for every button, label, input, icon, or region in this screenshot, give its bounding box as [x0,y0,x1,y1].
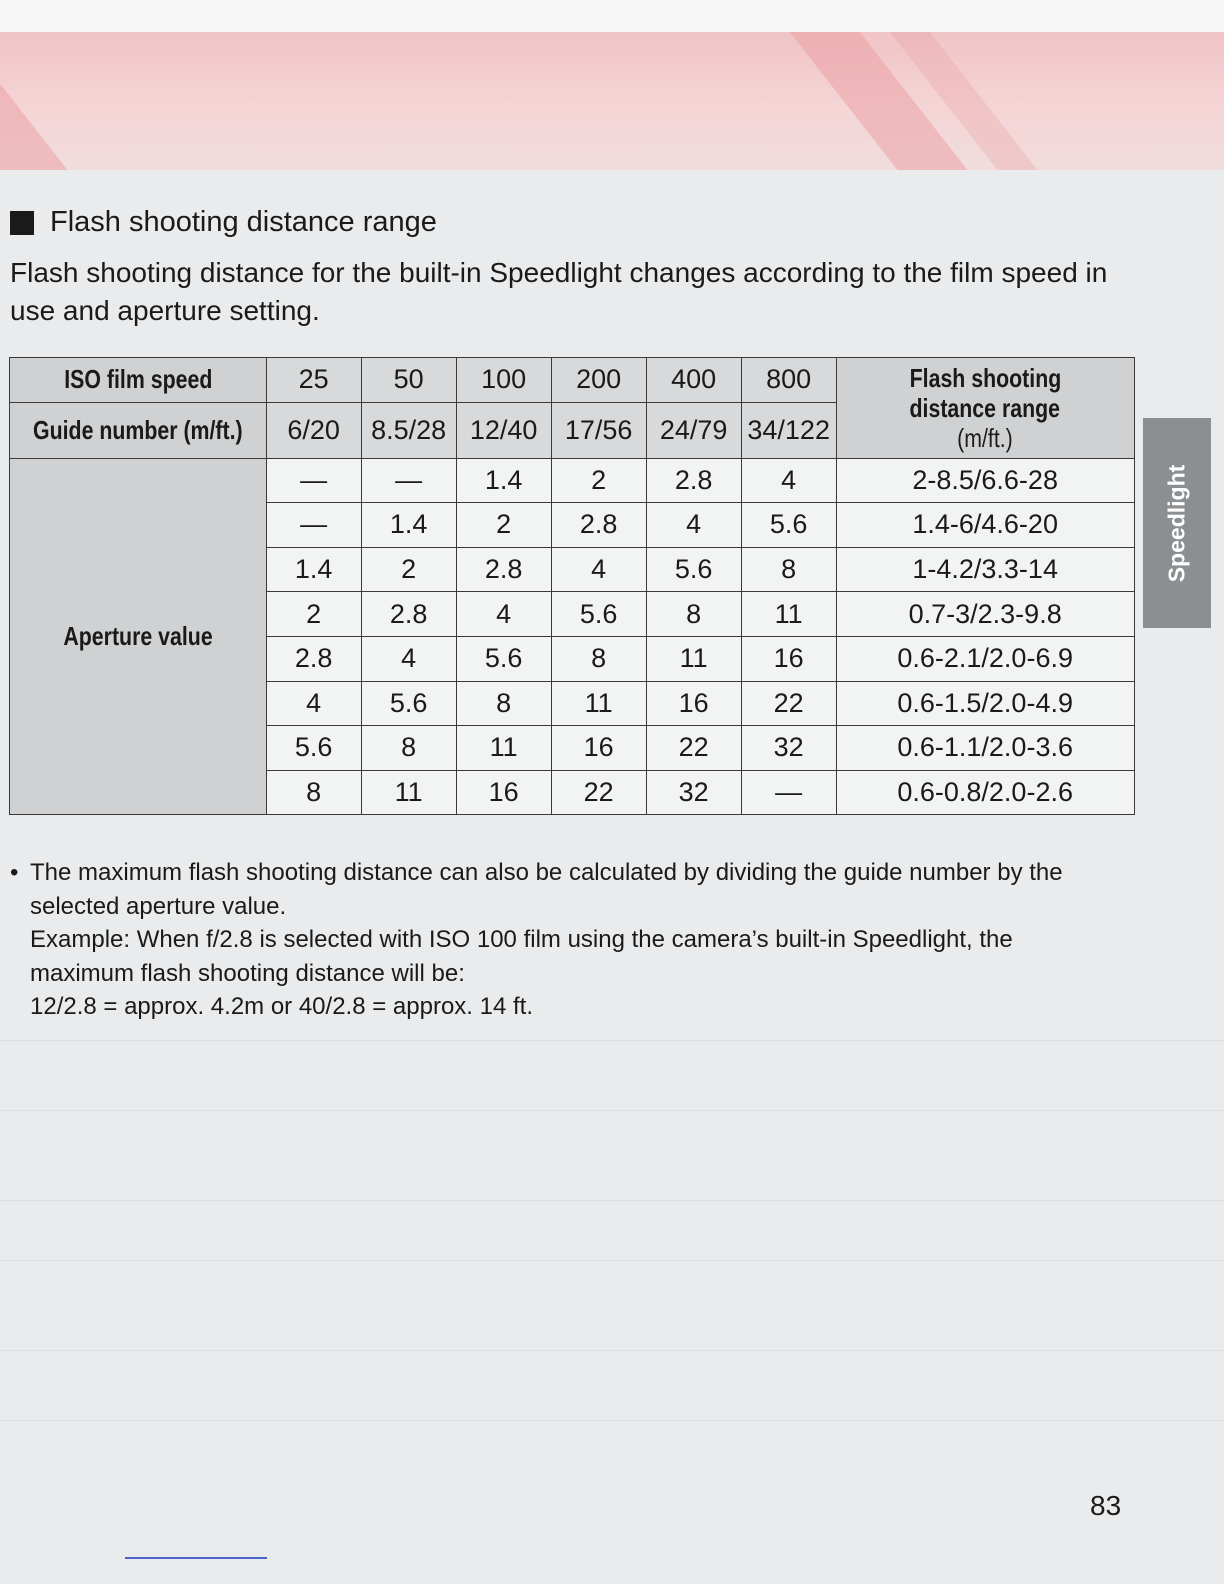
aperture-cell: 32 [741,726,836,771]
aperture-cell: 2 [266,592,361,637]
aperture-cell: 4 [741,458,836,503]
aperture-cell: 11 [646,636,741,681]
aperture-cell: 32 [646,770,741,815]
aperture-cell: 2.8 [361,592,456,637]
range-cell: 1-4.2/3.3-14 [836,547,1134,592]
aperture-cell: 11 [741,592,836,637]
range-header-line: (m/ft.) [957,422,1014,453]
iso-cell: 200 [551,358,646,403]
iso-label: ISO film speed [63,364,212,395]
section-bullet-square [10,211,34,235]
bleed-through-line [0,1110,1224,1111]
aperture-cell: 8 [646,592,741,637]
aperture-cell: 2 [456,503,551,548]
range-cell: 0.7-3/2.3-9.8 [836,592,1134,637]
iso-label-cell [10,358,267,403]
range-cell: 0.6-1.5/2.0-4.9 [836,681,1134,726]
aperture-cell: 2 [551,458,646,503]
guide-cell: 8.5/28 [361,402,456,458]
header-band [0,32,1224,170]
guide-cell: 34/122 [741,402,836,458]
aperture-cell: — [266,458,361,503]
aperture-label: Aperture value [63,620,213,651]
guide-cell: 17/56 [551,402,646,458]
aperture-cell: 2.8 [646,458,741,503]
bottom-rule [125,1557,267,1559]
section-side-tab [1143,418,1211,628]
aperture-cell: 4 [266,681,361,726]
range-header-line: distance range [909,392,1061,423]
aperture-cell: 5.6 [646,547,741,592]
aperture-cell: 8 [266,770,361,815]
guide-cell: 6/20 [266,402,361,458]
aperture-cell: 8 [551,636,646,681]
bleed-through-line [0,1200,1224,1201]
range-cell: 2-8.5/6.6-28 [836,458,1134,503]
aperture-cell: 22 [551,770,646,815]
aperture-cell: — [361,458,456,503]
aperture-cell: 11 [551,681,646,726]
guide-cell: 24/79 [646,402,741,458]
note-line-1: The maximum flash shooting distance can also be calculated by dividing the guide number by the selected aperture value. [30,859,1063,920]
aperture-cell: 4 [456,592,551,637]
aperture-cell: 5.6 [551,592,646,637]
bullet-icon: • [10,859,19,886]
aperture-cell: 11 [456,726,551,771]
note-line-3: 12/2.8 = approx. 4.2m or 40/2.8 = approx. 14 ft. [30,993,533,1020]
aperture-cell: 5.6 [456,636,551,681]
aperture-cell: 22 [741,681,836,726]
page-number: 83 [1090,1490,1122,1521]
top-margin [0,0,1224,32]
aperture-cell: — [266,503,361,548]
bleed-through-line [0,1420,1224,1421]
range-header-cell [836,358,1134,459]
note-line-2: Example: When f/2.8 is selected with ISO 100 film using the camera’s built-in Speedlight, the maximum flash shooting distance will be: [30,926,1013,987]
iso-cell: 400 [646,358,741,403]
aperture-cell: 4 [646,503,741,548]
iso-cell: 25 [266,358,361,403]
aperture-cell: — [741,770,836,815]
range-cell: 0.6-2.1/2.0-6.9 [836,636,1134,681]
range-cell: 0.6-1.1/2.0-3.6 [836,726,1134,771]
aperture-cell: 4 [551,547,646,592]
aperture-cell: 16 [741,636,836,681]
iso-cell: 100 [456,358,551,403]
section-title-text: Flash shooting distance range [50,206,437,238]
intro-paragraph: Flash shooting distance for the built-in Speedlight changes according to the film speed in use and aperture setting. [10,257,1108,326]
aperture-cell: 2.8 [266,636,361,681]
aperture-cell: 5.6 [266,726,361,771]
aperture-cell: 5.6 [741,503,836,548]
table-row [10,458,1135,503]
bleed-through-line [0,1040,1224,1041]
aperture-cell: 1.4 [361,503,456,548]
aperture-cell: 2.8 [551,503,646,548]
table-row-iso [10,358,1135,403]
note-bullet-line [10,856,1090,923]
range-cell: 0.6-0.8/2.0-2.6 [836,770,1134,815]
header-stripe [0,32,116,170]
range-header-line: Flash shooting [909,362,1061,393]
aperture-cell: 2 [361,547,456,592]
aperture-cell: 22 [646,726,741,771]
bleed-through-line [0,1260,1224,1261]
iso-cell: 800 [741,358,836,403]
aperture-cell: 11 [361,770,456,815]
aperture-cell: 8 [456,681,551,726]
range-cell: 1.4-6/4.6-20 [836,503,1134,548]
guide-label-cell [10,402,267,458]
notes-block [10,856,1090,1024]
side-tab-label: Speedlight [1163,464,1190,582]
aperture-cell: 2.8 [456,547,551,592]
aperture-cell: 5.6 [361,681,456,726]
aperture-cell: 4 [361,636,456,681]
aperture-cell: 16 [456,770,551,815]
aperture-cell: 1.4 [266,547,361,592]
iso-cell: 50 [361,358,456,403]
guide-label: Guide number (m/ft.) [33,414,243,445]
aperture-cell: 8 [741,547,836,592]
bleed-through-line [0,1350,1224,1351]
aperture-cell: 16 [646,681,741,726]
flash-distance-table [9,357,1135,815]
section-title [10,206,437,239]
guide-cell: 12/40 [456,402,551,458]
aperture-label-cell [10,458,267,815]
aperture-cell: 1.4 [456,458,551,503]
aperture-cell: 16 [551,726,646,771]
aperture-cell: 8 [361,726,456,771]
